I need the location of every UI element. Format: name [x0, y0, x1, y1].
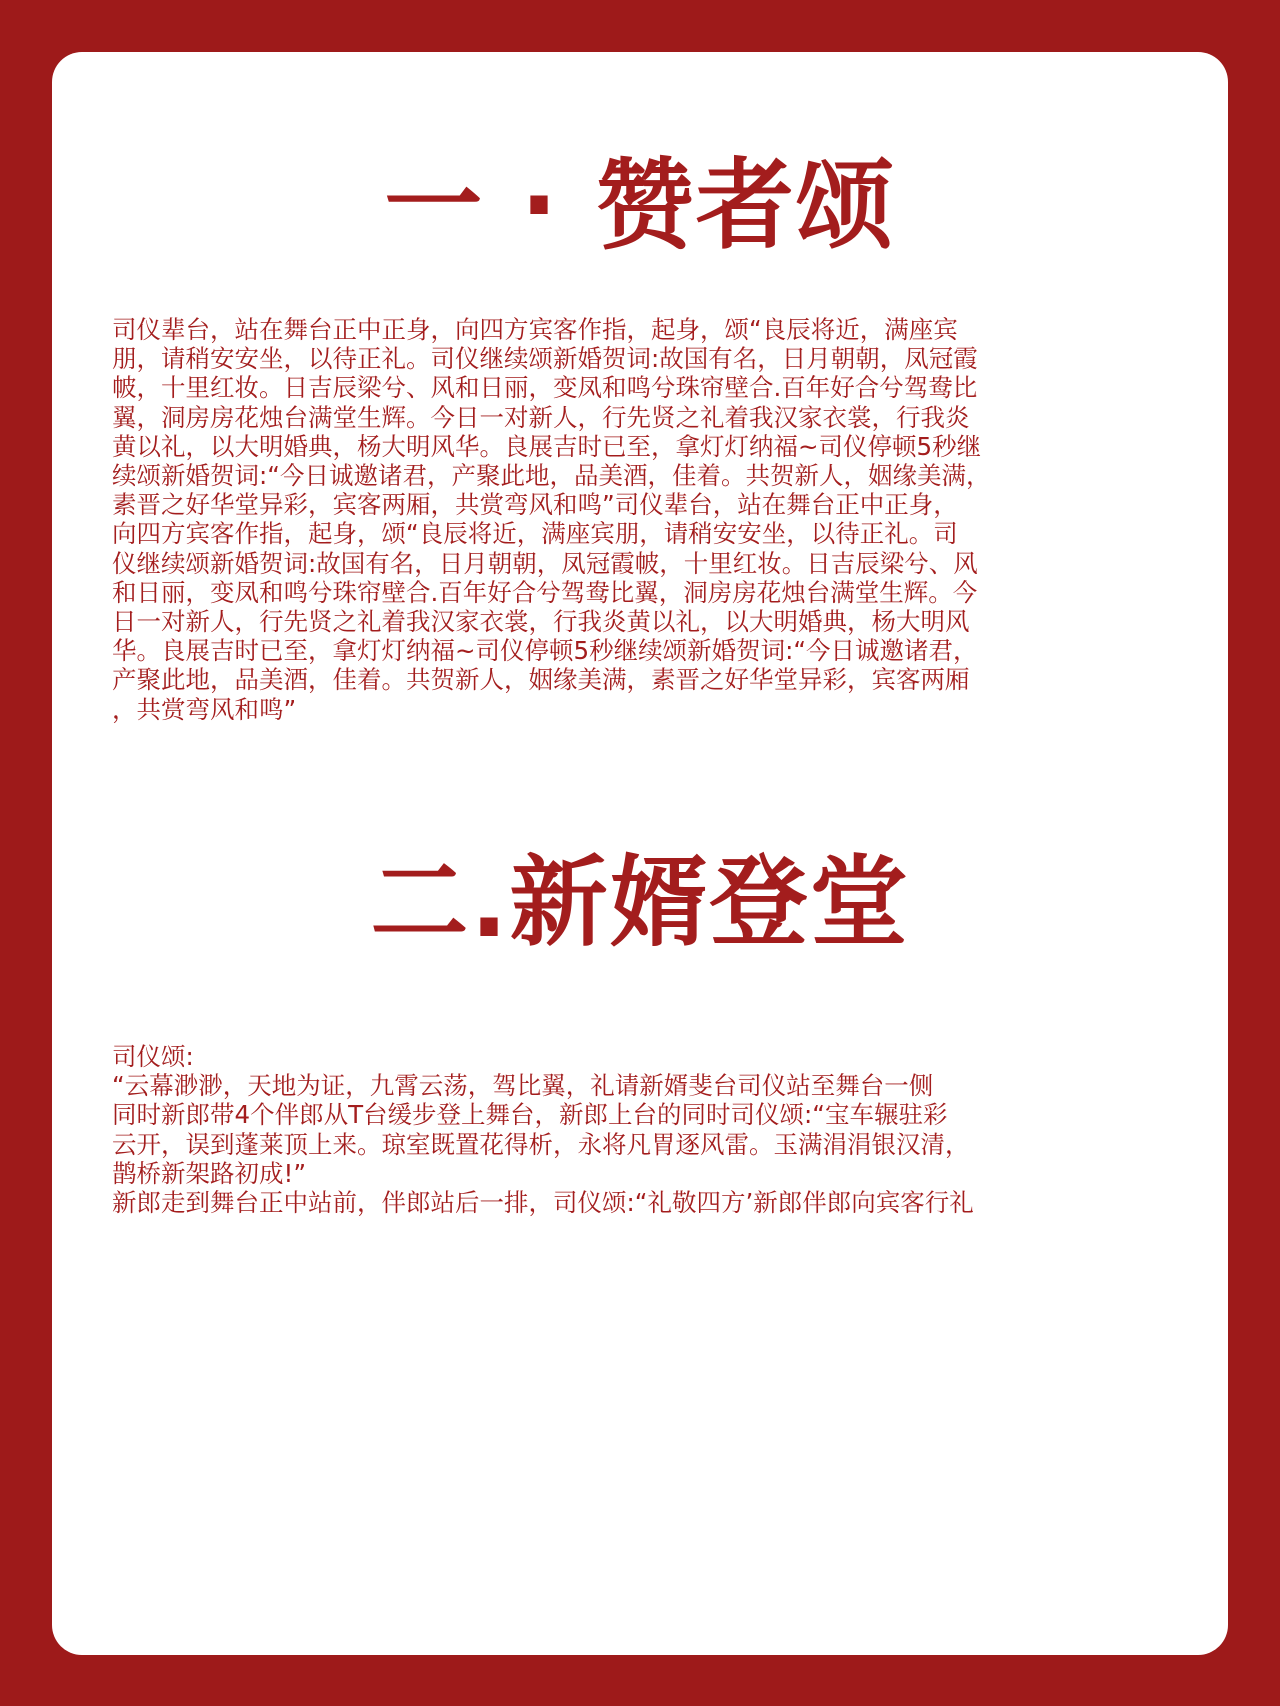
- text-line: 素晋之好华堂异彩，宾客两厢，共赏弯风和鸣”司仪辈台，站在舞台正中正身，: [112, 490, 958, 520]
- text-line: 朋，请稍安安坐，以待正礼。司仪继续颂新婚贺词:故国有名，日月朝朝，凤冠霞: [112, 344, 978, 374]
- text-line: 云开，误到蓬莱顶上来。琼室既置花得析，永将凡胃逐风雷。玉满涓涓银汉清，: [112, 1129, 970, 1159]
- section-2-body: [112, 1042, 1232, 1217]
- text-line: ，共赏弯风和鸣”: [112, 694, 297, 724]
- section-2-heading: 二.新婿登堂: [370, 846, 910, 960]
- text-line: 和日丽，变凤和鸣兮珠帘壁合.百年好合兮驾鸯比翼，洞房房花烛台满堂生辉。今: [112, 577, 978, 607]
- text-line: 司仪辈台，站在舞台正中正身，向四方宾客作指，起身，颂“良辰将近，满座宾: [112, 315, 958, 344]
- text-line: 仪继续颂新婚贺词:故国有名，日月朝朝，凤冠霞帔，十里红妆。日吉辰梁兮、风: [112, 548, 978, 578]
- text-line: 产聚此地，品美酒，佳着。共贺新人，姻缘美满，素晋之好华堂异彩，宾客两厢: [112, 665, 970, 695]
- text-line: 华。良展吉时已至，拿灯灯纳福~司仪停顿5秒继续颂新婚贺词:“今日诚邀诸君，: [112, 636, 978, 666]
- text-line: 翼，洞房房花烛台满堂生辉。今日一对新人，行先贤之礼着我汉家衣裳，行我炎: [112, 402, 970, 432]
- text-line: 鹊桥新架路初成!”: [112, 1158, 307, 1188]
- text-line: 日一对新人，行先贤之礼着我汉家衣裳，行我炎黄以礼，以大明婚典，杨大明风: [112, 607, 970, 637]
- text-line: “云幕渺渺，天地为证，九霄云荡，驾比翼，礼请新婿斐台司仪站至舞台一侧: [112, 1071, 934, 1101]
- text-line: 司仪颂:: [112, 1042, 194, 1071]
- section-1-body: [112, 315, 1232, 724]
- content-card: [52, 52, 1228, 1655]
- text-line: 续颂新婚贺词:“今日诚邀诸君，产聚此地，品美酒，佳着。共贺新人，姻缘美满，: [112, 461, 991, 491]
- section-1-heading: 一 · 赞者颂: [384, 149, 896, 263]
- text-line: 新郎走到舞台正中站前，伴郎站后一排，司仪颂:“礼敬四方’新郎伴郎向宾客行礼: [112, 1188, 974, 1218]
- text-line: 黄以礼，以大明婚典，杨大明风华。良展吉时已至，拿灯灯纳福~司仪停顿5秒继: [112, 431, 982, 461]
- text-line: 向四方宾客作指，起身，颂“良辰将近，满座宾朋，请稍安安坐，以待正礼。司: [112, 519, 958, 549]
- text-line: 帔，十里红妆。日吉辰梁兮、风和日丽，变凤和鸣兮珠帘壁合.百年好合兮驾鸯比: [112, 373, 978, 403]
- text-line: 同时新郎带4个伴郎从T台缓步登上舞台，新郎上台的同时司仪颂:“宝车辗驻彩: [112, 1100, 948, 1130]
